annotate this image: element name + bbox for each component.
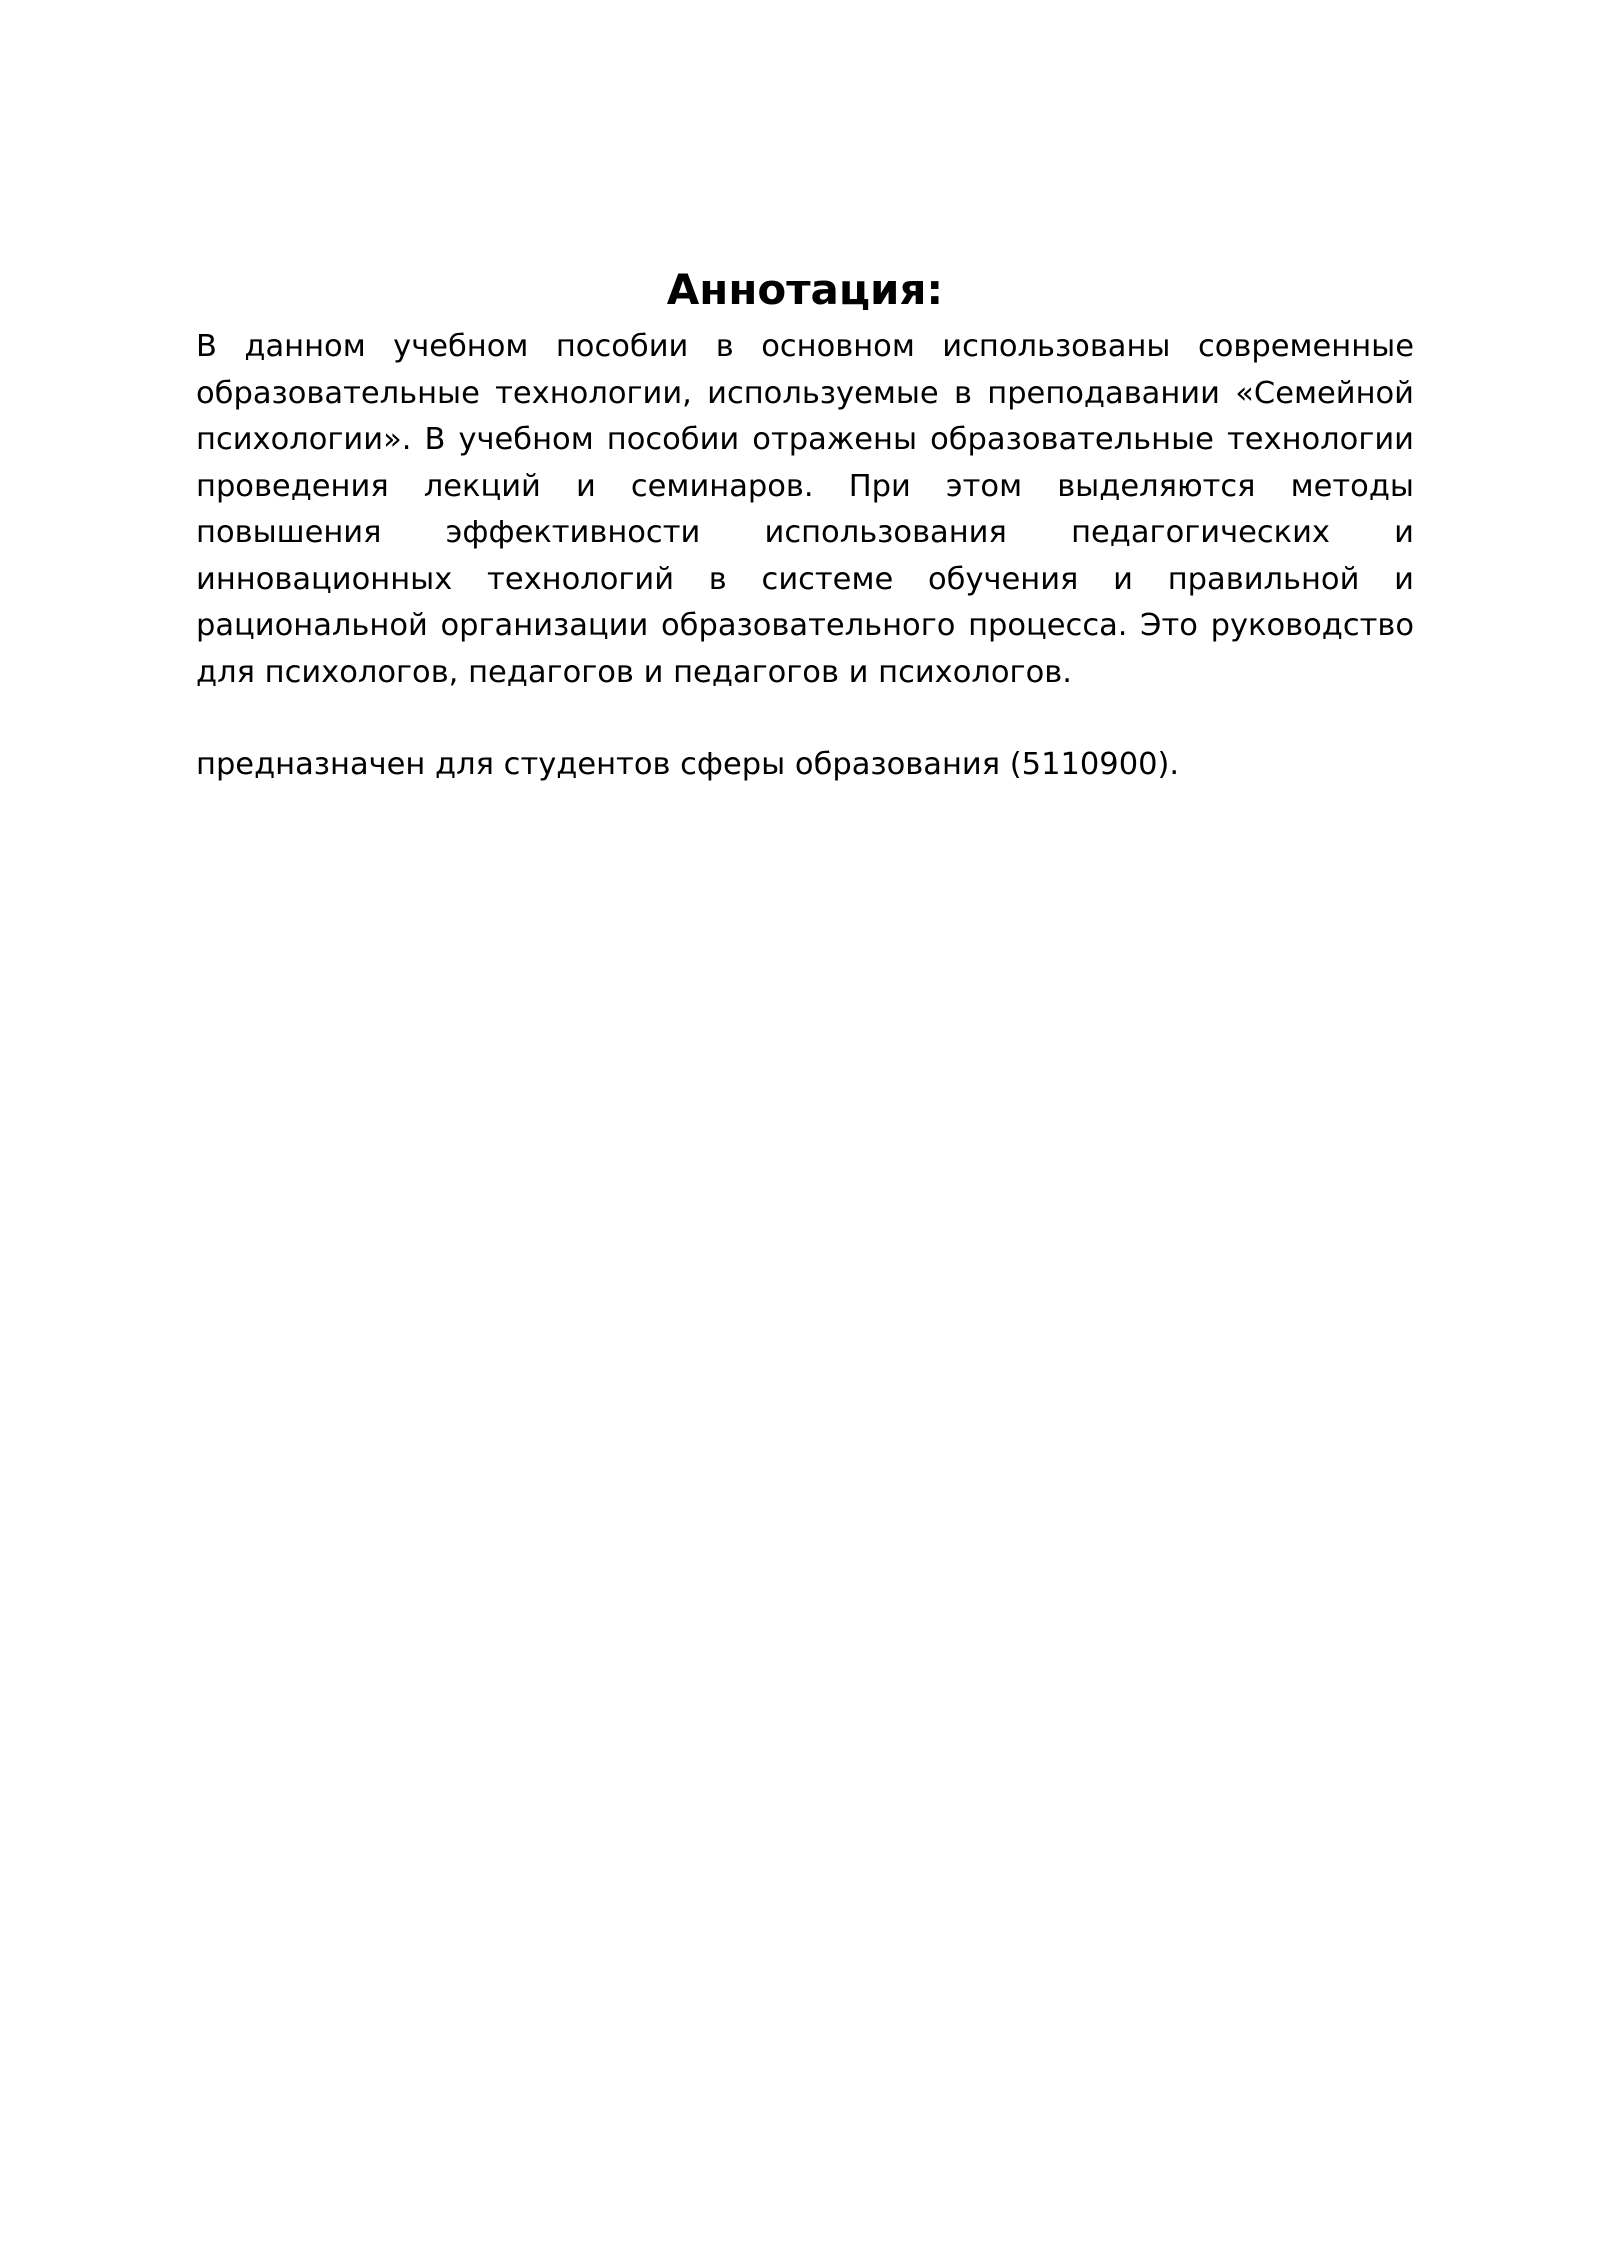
- paragraph-spacer: [196, 696, 1414, 742]
- annotation-paragraph: [196, 324, 1414, 696]
- annotation-title: Аннотация:: [666, 265, 944, 314]
- annotation-line: рациональной организации образовательного процесса. Это руководство: [196, 608, 1414, 643]
- audience-note: предназначен для студентов сферы образования (5110900).: [196, 747, 1180, 782]
- annotation-line: проведения лекций и семинаров. При этом выделяются методы: [196, 468, 1414, 504]
- annotation-line: инновационных технологий в системе обучения и правильной и: [196, 561, 1414, 597]
- document-body: [196, 262, 1414, 789]
- annotation-line: В данном учебном пособии в основном использованы современные: [196, 329, 1414, 364]
- annotation-line: образовательные технологии, используемые в преподавании «Семейной: [196, 375, 1414, 411]
- annotation-line: повышения эффективности использования педагогических и: [196, 515, 1414, 550]
- annotation-line: для психологов, педагогов и педагогов и психологов.: [196, 654, 1072, 690]
- annotation-line: психологии». В учебном пособии отражены образовательные технологии: [196, 422, 1414, 457]
